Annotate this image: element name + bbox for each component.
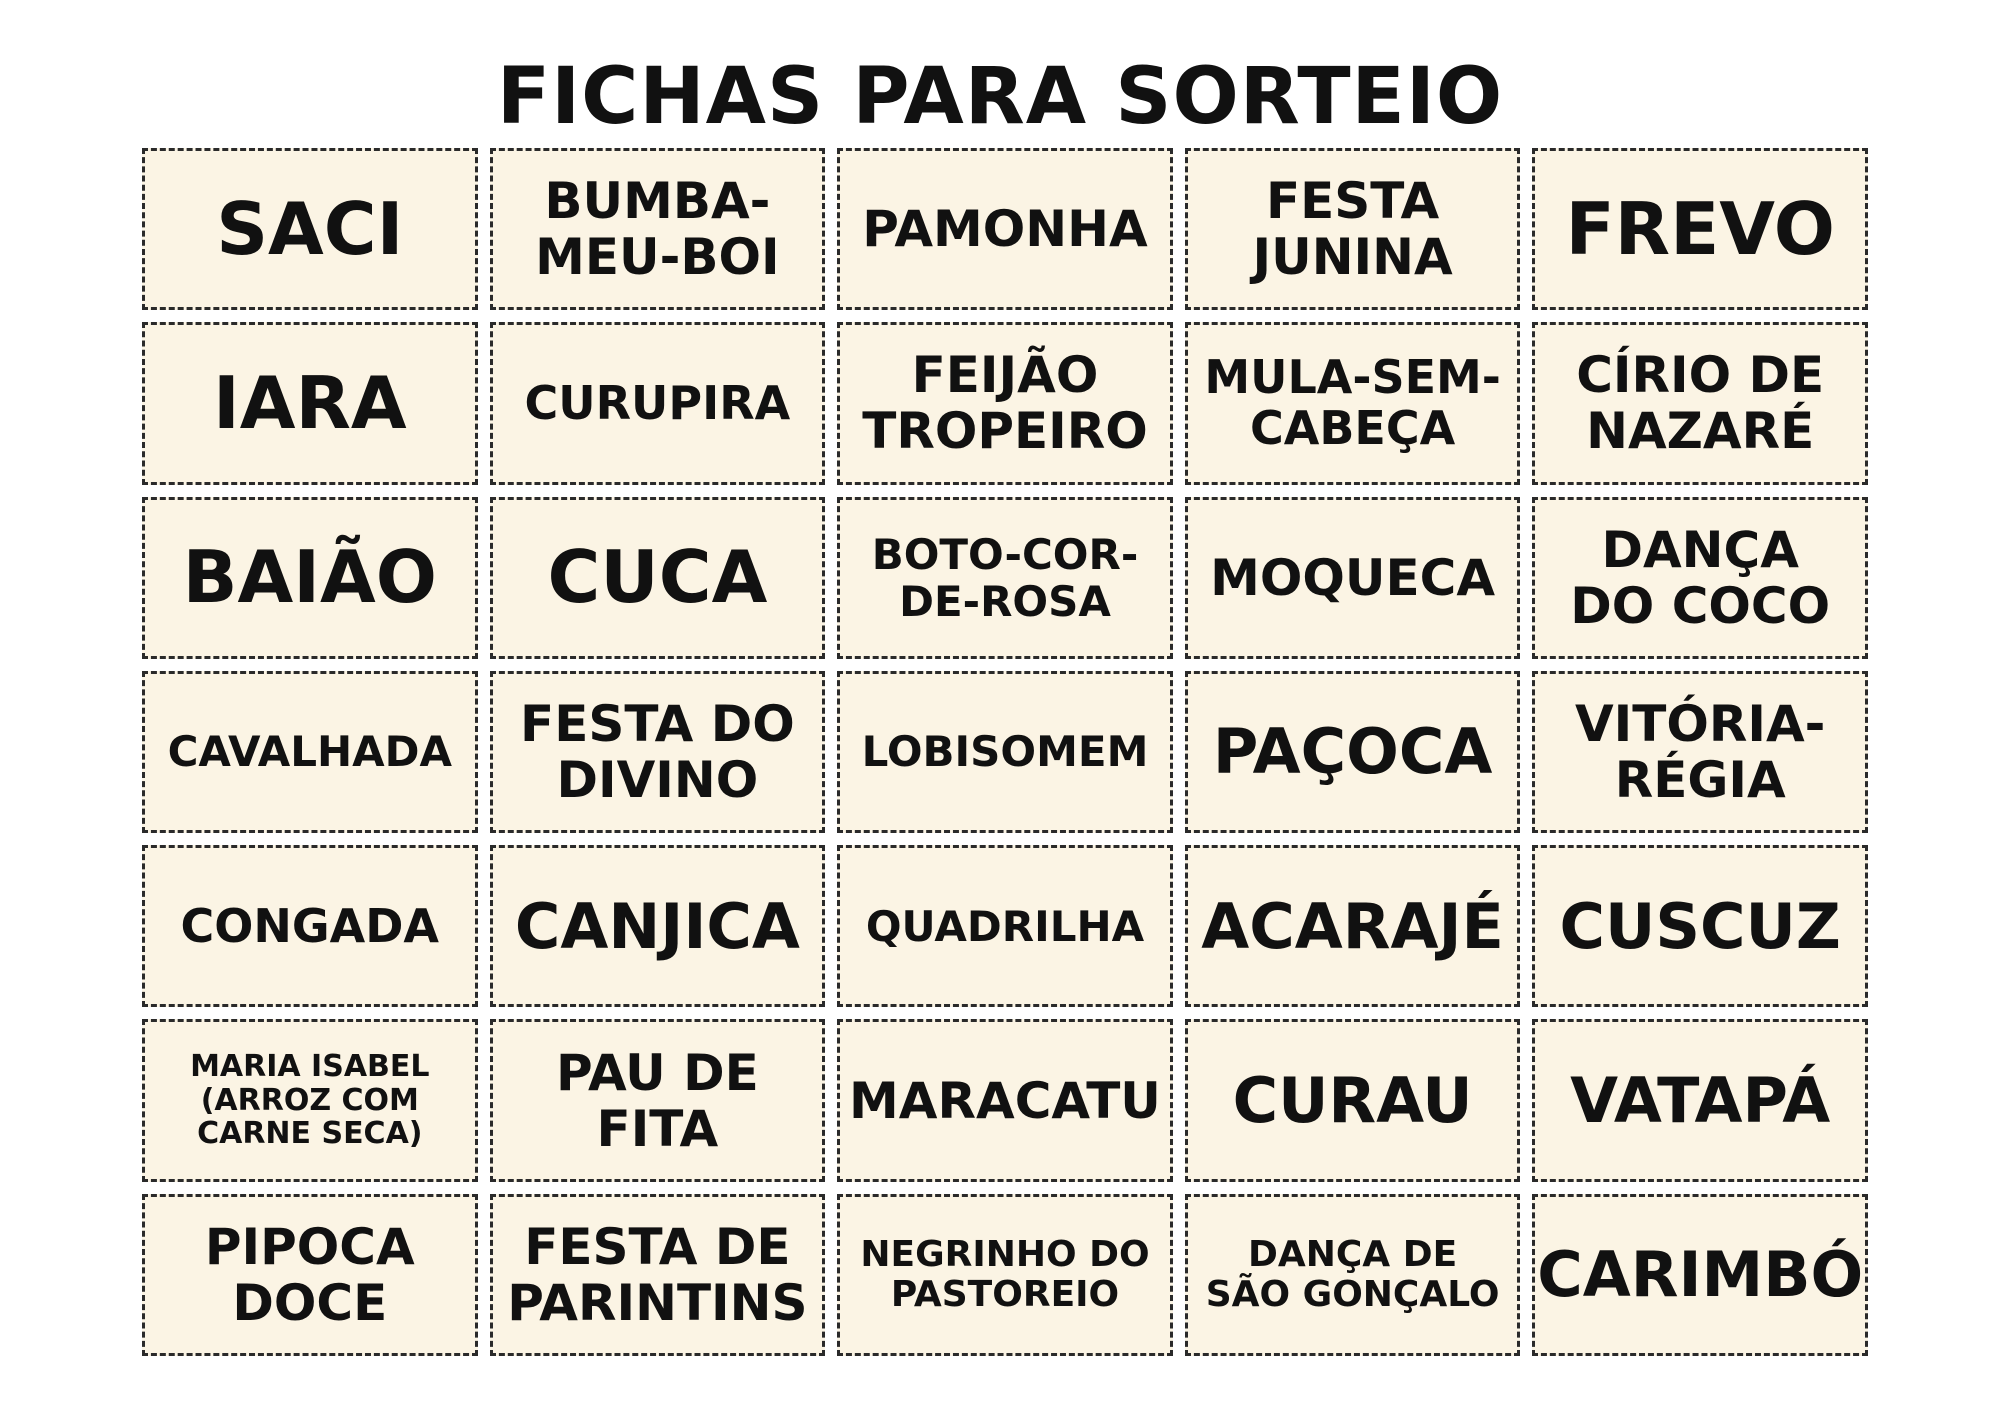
raffle-card bbox=[1532, 671, 1868, 833]
raffle-card bbox=[142, 1194, 478, 1356]
card-text-line: FEIJÃO bbox=[911, 346, 1099, 405]
card-text-line: PAU DE bbox=[555, 1043, 759, 1102]
card-text-line: SÃO GONÇALO bbox=[1205, 1273, 1500, 1315]
raffle-card bbox=[142, 1019, 478, 1181]
card-text-line: DANÇA bbox=[1601, 520, 1799, 579]
raffle-card bbox=[142, 845, 478, 1007]
card-text-line: (ARROZ COM bbox=[200, 1082, 419, 1118]
card-text-line: QUADRILHA bbox=[865, 901, 1145, 951]
raffle-card bbox=[837, 1019, 1173, 1181]
raffle-card bbox=[1185, 1019, 1521, 1181]
card-text-line: CONGADA bbox=[180, 898, 440, 953]
card-text-line: DE-ROSA bbox=[899, 576, 1111, 626]
card-text-line: VATAPÁ bbox=[1570, 1063, 1831, 1137]
card-text-line: CUSCUZ bbox=[1559, 889, 1841, 963]
card-text-line: CURUPIRA bbox=[524, 375, 791, 430]
raffle-card bbox=[490, 322, 826, 484]
card-text-line: CAVALHADA bbox=[167, 727, 453, 777]
raffle-card bbox=[837, 148, 1173, 310]
raffle-card bbox=[1532, 845, 1868, 1007]
card-text-line: ACARAJÉ bbox=[1201, 889, 1504, 963]
raffle-card bbox=[837, 845, 1173, 1007]
raffle-card bbox=[142, 497, 478, 659]
raffle-card bbox=[837, 322, 1173, 484]
card-text-line: PASTOREIO bbox=[890, 1273, 1120, 1315]
card-text-line: BOTO-COR- bbox=[871, 529, 1139, 579]
card-text-line: JUNINA bbox=[1252, 228, 1453, 287]
card-text-line: CARNE SECA) bbox=[197, 1116, 423, 1152]
card-text-line: SACI bbox=[216, 186, 404, 271]
card-text-line: BUMBA- bbox=[544, 172, 771, 231]
raffle-card bbox=[142, 322, 478, 484]
card-text-line: DO COCO bbox=[1570, 576, 1831, 635]
card-text-line: PIPOCA bbox=[204, 1217, 415, 1276]
raffle-card bbox=[1532, 322, 1868, 484]
raffle-card bbox=[1532, 1194, 1868, 1356]
card-text-line: MEU-BOI bbox=[535, 228, 780, 287]
card-text-line: MOQUECA bbox=[1210, 548, 1496, 607]
card-text-line: BAIÃO bbox=[182, 535, 437, 620]
card-text-line: DANÇA DE bbox=[1248, 1233, 1458, 1275]
card-text-line: DIVINO bbox=[556, 750, 759, 809]
raffle-card bbox=[142, 671, 478, 833]
raffle-card bbox=[490, 845, 826, 1007]
card-text-line: FESTA DO bbox=[520, 694, 795, 753]
card-text-line: PARINTINS bbox=[507, 1273, 808, 1332]
card-text-line: PAÇOCA bbox=[1212, 715, 1493, 789]
card-text-line: CURAU bbox=[1232, 1063, 1473, 1137]
raffle-card bbox=[837, 1194, 1173, 1356]
raffle-card bbox=[837, 671, 1173, 833]
raffle-card bbox=[490, 1194, 826, 1356]
raffle-card bbox=[490, 148, 826, 310]
card-text-line: FITA bbox=[596, 1099, 719, 1158]
card-text-line: MARIA ISABEL bbox=[190, 1049, 430, 1085]
card-grid bbox=[142, 148, 1868, 1356]
raffle-card bbox=[490, 1019, 826, 1181]
page-title: FICHAS PARA SORTEIO bbox=[496, 52, 1504, 142]
card-text-line: NAZARÉ bbox=[1586, 402, 1815, 461]
card-text-line: CANJICA bbox=[514, 889, 800, 963]
card-text-line: CUCA bbox=[547, 535, 768, 620]
raffle-card bbox=[142, 148, 478, 310]
raffle-card bbox=[837, 497, 1173, 659]
raffle-card bbox=[1185, 148, 1521, 310]
card-text-line: NEGRINHO DO bbox=[860, 1233, 1150, 1275]
raffle-card bbox=[1185, 497, 1521, 659]
card-text-line: IARA bbox=[212, 361, 407, 446]
raffle-card bbox=[1532, 148, 1868, 310]
card-text-line: FREVO bbox=[1565, 186, 1835, 271]
card-text-line: PAMONHA bbox=[862, 200, 1148, 259]
card-text-line: FESTA DE bbox=[524, 1217, 791, 1276]
raffle-card bbox=[1185, 671, 1521, 833]
card-text-line: RÉGIA bbox=[1614, 750, 1786, 809]
card-text-line: LOBISOMEM bbox=[861, 727, 1149, 777]
raffle-card bbox=[1185, 322, 1521, 484]
card-text-line: CÍRIO DE bbox=[1576, 346, 1825, 405]
raffle-card bbox=[1532, 497, 1868, 659]
card-text-line: MULA-SEM- bbox=[1204, 349, 1501, 404]
raffle-card bbox=[1185, 845, 1521, 1007]
card-text-line: DOCE bbox=[232, 1273, 388, 1332]
card-text-line: VITÓRIA- bbox=[1574, 694, 1826, 753]
card-text-line: FESTA bbox=[1265, 172, 1440, 231]
raffle-card bbox=[1185, 1194, 1521, 1356]
raffle-card bbox=[490, 671, 826, 833]
card-text-line: CABEÇA bbox=[1249, 401, 1456, 456]
card-text-line: TROPEIRO bbox=[862, 402, 1148, 461]
card-text-line: MARACATU bbox=[849, 1071, 1161, 1130]
raffle-card bbox=[490, 497, 826, 659]
raffle-card bbox=[1532, 1019, 1868, 1181]
card-text-line: CARIMBÓ bbox=[1537, 1238, 1864, 1312]
